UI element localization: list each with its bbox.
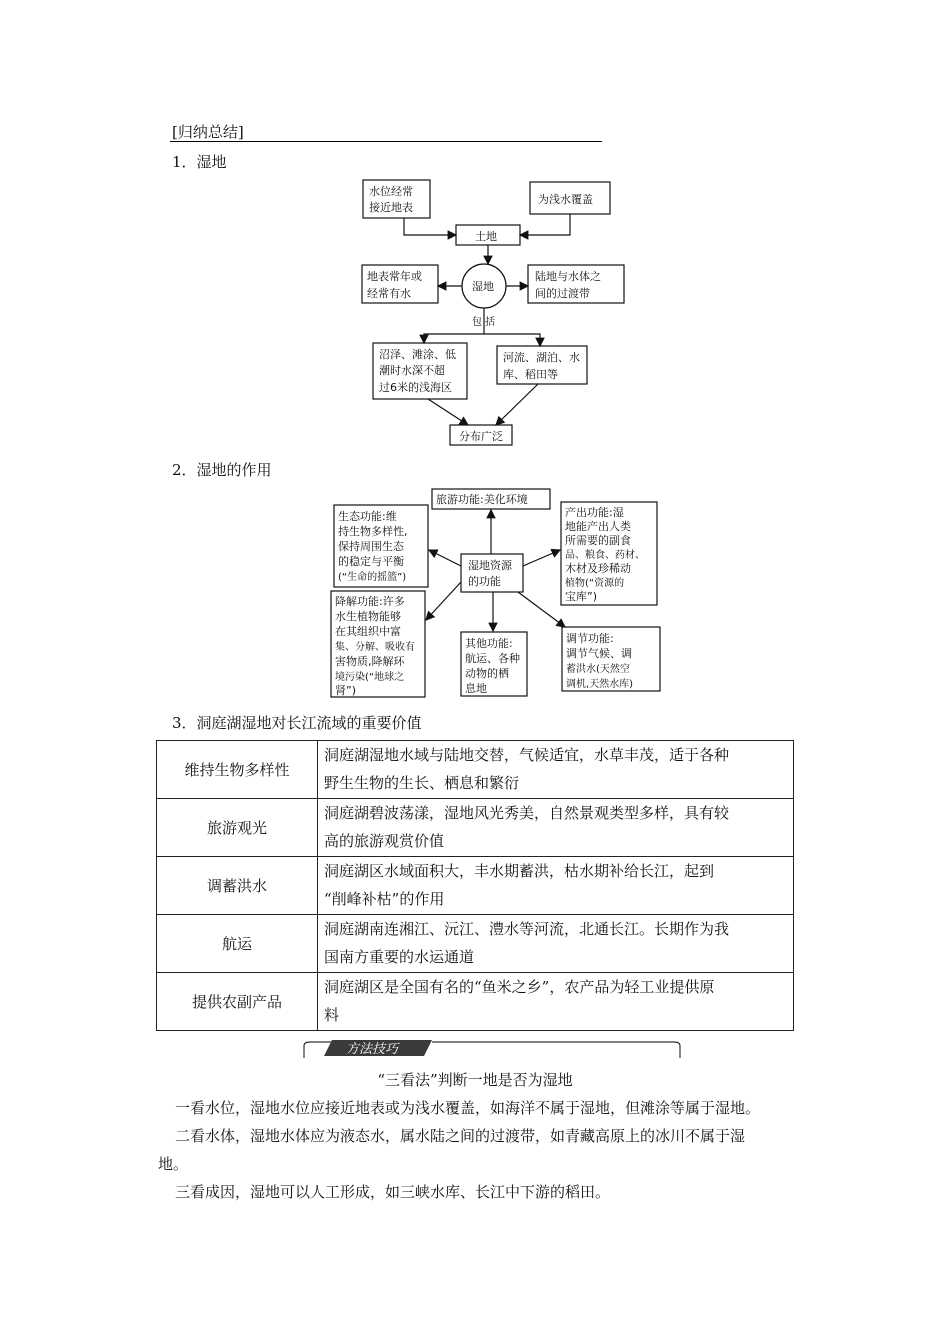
degradation-line1: 降解功能:许多: [335, 595, 405, 608]
dongting-value-table: [156, 740, 794, 1031]
banner-label: 方法技巧: [346, 1042, 399, 1057]
method-point-3: 三看成因，湿地可以人工形成，如三峡水库、长江中下游的稻田。: [175, 1183, 611, 1201]
section-1-title: 1．湿地: [172, 153, 227, 171]
table-value-line: “削峰补枯”的作用: [324, 890, 445, 908]
production-line6: 植物(“资源的: [565, 578, 625, 589]
table-value-line: 野生生物的生长、栖息和繁衍: [324, 774, 520, 792]
table-value: [318, 857, 794, 915]
wetland-concept-diagram: [0, 0, 950, 460]
table-value-line: 高的旅游观赏价值: [324, 832, 445, 850]
table-key: 旅游观光: [157, 799, 318, 857]
table-value: [318, 915, 794, 973]
table-value: [318, 973, 794, 1031]
other-line4: 息地: [465, 682, 487, 695]
degradation-line3: 在其组织中富: [335, 625, 401, 638]
transition-line2: 间的过渡带: [535, 287, 590, 300]
table-row: [157, 915, 794, 973]
surface-water-line2: 经常有水: [367, 287, 411, 300]
inland-line2: 库、稻田等: [503, 368, 558, 381]
regulation-line4: 调机,天然水库): [566, 679, 634, 690]
center-line1: 湿地资源: [468, 559, 512, 572]
production-line1: 产出功能:湿: [565, 506, 624, 519]
regulation-line1: 调节功能:: [566, 632, 614, 645]
water-near-surface-line2: 接近地表: [369, 201, 413, 214]
method-point-2-cont: 地。: [158, 1155, 189, 1173]
distribution-text: 分布广泛: [459, 430, 503, 443]
table-row: [157, 973, 794, 1031]
table-key: 航运: [157, 915, 318, 973]
table-value-line: 洞庭湖碧波荡漾，湿地风光秀美，自然景观类型多样，具有较: [324, 804, 730, 822]
table-value: [318, 741, 794, 799]
coastal-line1: 沼泽、滩涂、低: [379, 348, 456, 361]
coastal-line2: 潮时水深不超: [379, 364, 445, 377]
degradation-line5: 害物质,降解环: [335, 655, 405, 668]
table-row: [157, 857, 794, 915]
ecology-line4: 的稳定与平衡: [338, 555, 404, 568]
degradation-line7: 肾”): [335, 684, 356, 697]
other-line1: 其他功能:: [465, 637, 513, 650]
wetland-text: 湿地: [472, 280, 494, 293]
coastal-line3: 过6米的浅海区: [379, 381, 452, 394]
production-line4: 品、粮食、药材、: [565, 550, 645, 561]
table-value-line: 洞庭湖湿地水域与陆地交替，气候适宜，水草丰茂，适于各种: [324, 746, 730, 764]
degradation-line2: 水生植物能够: [335, 610, 401, 623]
table-key: 维持生物多样性: [157, 741, 318, 799]
ecology-line5: (“生命的摇篮”): [338, 572, 407, 583]
degradation-line6: 境污染(“地球之: [335, 672, 405, 683]
production-line3: 所需要的副食: [565, 534, 631, 547]
transition-line1: 陆地与水体之: [535, 270, 601, 283]
production-line2: 地能产出人类: [565, 520, 631, 533]
other-line3: 动物的栖: [465, 667, 509, 680]
ecology-line2: 持生物多样性,: [338, 525, 408, 538]
method-title: “三看法”判断一地是否为湿地: [377, 1071, 573, 1089]
table-value-line: 洞庭湖区是全国有名的“鱼米之乡”，农产品为轻工业提供原: [324, 978, 715, 996]
table-value: [318, 799, 794, 857]
table-value-line: 洞庭湖区水域面积大，丰水期蓄洪，枯水期补给长江，起到: [324, 862, 715, 880]
inland-line1: 河流、湖泊、水: [503, 351, 580, 364]
wetland-function-diagram: [0, 480, 950, 700]
method-banner: [302, 1038, 682, 1060]
summary-label: [归纳总结]: [172, 123, 244, 141]
table-row: [157, 741, 794, 799]
land-text: 土地: [475, 230, 497, 243]
regulation-line2: 调节气候、调: [566, 647, 632, 660]
table-key: 调蓄洪水: [157, 857, 318, 915]
ecology-line1: 生态功能:维: [338, 510, 397, 523]
includes-text: 包 括: [472, 317, 496, 328]
section-3-title: 3．洞庭湖湿地对长江流域的重要价值: [172, 714, 422, 732]
degradation-line4: 集、分解、吸收有: [335, 642, 415, 653]
method-point-2: 二看水体，湿地水体应为液态水，属水陆之间的过渡带，如青藏高原上的冰川不属于湿: [175, 1127, 746, 1145]
production-line7: 宝库”): [565, 590, 597, 603]
section-2-title: 2．湿地的作用: [172, 461, 272, 479]
ecology-line3: 保持周围生态: [338, 540, 404, 553]
regulation-line3: 蓄洪水(天然空: [566, 664, 630, 675]
water-near-surface-line1: 水位经常: [369, 185, 413, 198]
table-row: [157, 799, 794, 857]
center-line2: 的功能: [468, 575, 501, 588]
surface-water-line1: 地表常年或: [367, 270, 422, 283]
production-line5: 木材及珍稀动: [565, 562, 631, 575]
tourism-text: 旅游功能:美化环境: [436, 493, 528, 506]
shallow-cover-text: 为浅水覆盖: [538, 193, 593, 206]
method-point-1: 一看水位，湿地水位应接近地表或为浅水覆盖，如海洋不属于湿地，但滩涂等属于湿地。: [175, 1099, 761, 1117]
table-key: 提供农副产品: [157, 973, 318, 1031]
table-value-line: 国南方重要的水运通道: [324, 948, 475, 966]
other-line2: 航运、各种: [465, 652, 520, 665]
table-value-line: 料: [324, 1006, 340, 1024]
table-value-line: 洞庭湖南连湘江、沅江、澧水等河流，北通长江。长期作为我: [324, 920, 730, 938]
